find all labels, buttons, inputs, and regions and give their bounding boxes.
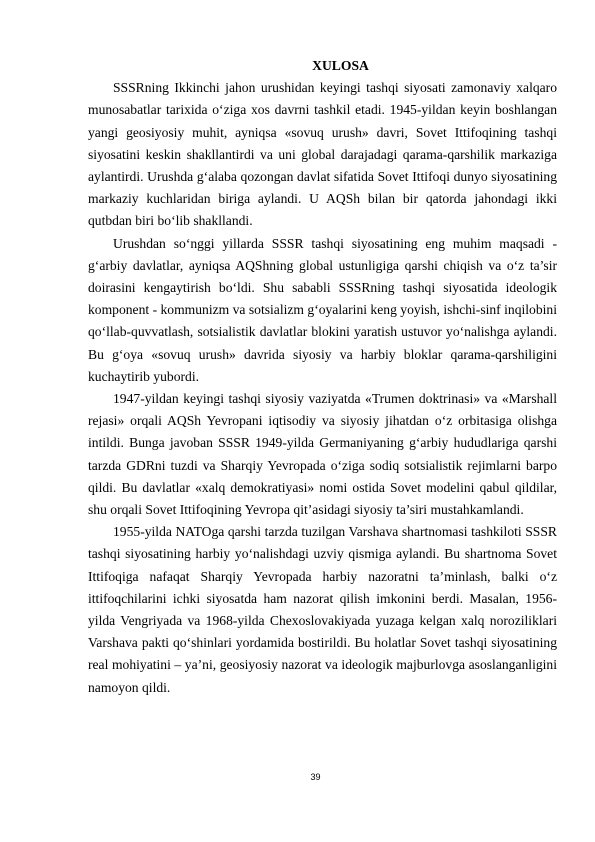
paragraph-1: SSSRning Ikkinchi jahon urushidan keyingi tashqi siyosati zamonaviy xalqaro munosabatlar tarixida o‘ziga xos davrni tashkil etadi. 1945-yildan keyin boshlangan yangi geosiyosiy muhit, ayniqsa «sovuq urush» davri, Sovet Ittifoqining tashqi siyosatini keskin shakllantirdi va uni global darajadagi qarama-qarshilik markaziga aylantirdi. Urushda g‘alaba qozongan davlat sifatida Sovet Ittifoqi dunyo siyosatining markaziy kuchlaridan biriga aylandi. U AQSh bilan bir qatorda jahondagi ikki qutbdan biri bo‘lib shakllandi. bbox=[88, 80, 557, 229]
section-heading: XULOSA bbox=[312, 58, 369, 73]
paragraph-4: 1955-yilda NATOga qarshi tarzda tuzilgan Varshava shartnomasi tashkiloti SSSR tashqi siyosatining harbiy yo‘nalishdagi uzviy qismiga aylandi. Bu shartnoma Sovet Ittifoqiga nafaqat Sharqiy Yevropada harbiy nazoratni ta’minlash, balki o‘z ittifoqchilarini ichki siyosatda ham nazorat qilish imkonini berdi. Masalan, 1956-yilda Vengriyada va 1968-yilda Chexoslovakiyada yuzaga kelgan xalq noroziliklari Varshava pakti qo‘shinlari yordamida bostirildi. Bu holatlar Sovet tashqi siyosatining real mohiyatini – ya’ni, geosiyosiy nazorat va ideologik majburlovga asoslanganligini namoyon qildi. bbox=[88, 524, 557, 695]
paragraph-2: Urushdan so‘nggi yillarda SSSR tashqi siyosatining eng muhim maqsadi - g‘arbiy davlatlar, ayniqsa AQShning global ustunligiga qarshi chiqish va o‘z ta’sir doirasini kengaytirish bo‘ldi. Shu sababli SSSRning tashqi siyosatida ideologik komponent - kommunizm va sotsializm g‘oyalarini keng yoyish, ishchi-sinf inqilobini qo‘llab-quvvatlash, sotsialistik davlatlar blokini yaratish ustuvor yo‘nalishga aylandi. Bu g‘oya «sovuq urush» davrida siyosiy va harbiy bloklar qarama-qarshiligini kuchaytirib yubordi. bbox=[88, 235, 557, 384]
document-body bbox=[88, 55, 557, 699]
paragraph-3: 1947-yildan keyingi tashqi siyosiy vaziyatda «Trumen doktrinasi» va «Marshall rejasi» orqali AQSh Yevropani iqtisodiy va siyosiy jihatdan o‘z orbitasiga olishga intildi. Bunga javoban SSSR 1949-yilda Germaniyaning g‘arbiy hududlariga qarshi tarzda GDRni tuzdi va Sharqiy Yevropada o‘ziga sodiq sotsialistik rejimlarni barpo qildi. Bu davlatlar «xalq demokratiyasi» nomi ostida Sovet modelini qabul qildilar, shu orqali Sovet Ittifoqining Yevropa qit’asidagi siyosiy ta’siri mustahkamlandi. bbox=[88, 391, 557, 518]
page-number: 39 bbox=[310, 772, 321, 782]
